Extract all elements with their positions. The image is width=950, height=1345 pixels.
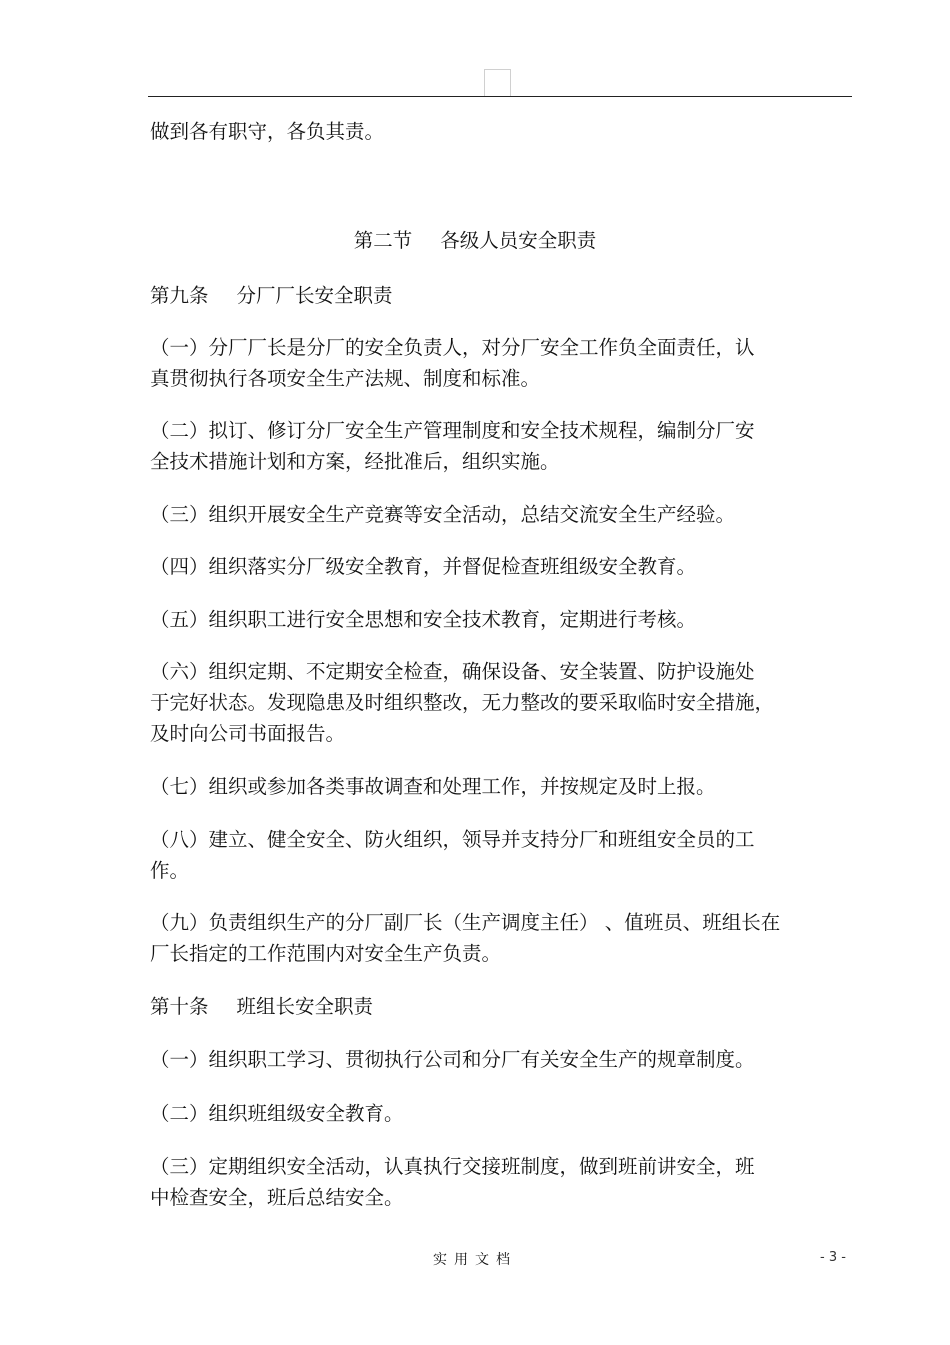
- article9-heading: [150, 280, 393, 311]
- section-number: 第二节: [353, 229, 413, 252]
- article9-item-2-line-2: 全技术措施计划和方案，经批准后，组织实施。: [150, 450, 560, 473]
- header-box: [484, 69, 511, 96]
- page-number: - 3 -: [820, 1250, 846, 1265]
- article10-heading: [150, 991, 373, 1022]
- article10-item-3-line-2: 中检查安全，班后总结安全。: [150, 1186, 404, 1209]
- article9-item-8-line-2: 作。: [150, 859, 190, 882]
- article9-item-9-line-1: （九）负责组织生产的分厂副厂长（生产调度主任） 、值班员、班组长在: [150, 911, 781, 934]
- article9-item-6-line-2: 于完好状态。发现隐患及时组织整改，无力整改的要采取临时安全措施，: [150, 691, 775, 714]
- article10-number: 第十条: [150, 995, 209, 1018]
- footer-label: 实用文档: [433, 1252, 517, 1268]
- section-title: 各级人员安全职责: [440, 229, 597, 252]
- section-heading: [0, 225, 950, 256]
- article10-item-3-line-1: （三）定期组织安全活动，认真执行交接班制度，做到班前讲安全，班: [150, 1155, 755, 1178]
- article10-title: 班组长安全职责: [236, 995, 374, 1018]
- article9-item-2-line-1: （二）拟订、修订分厂安全生产管理制度和安全技术规程，编制分厂安: [150, 419, 755, 442]
- article10-item-2: （二）组织班组级安全教育。: [150, 1102, 404, 1125]
- article10-item-1: （一）组织职工学习、贯彻执行公司和分厂有关安全生产的规章制度。: [150, 1048, 755, 1071]
- article9-item-8-line-1: （八）建立、健全安全、防火组织，领导并支持分厂和班组安全员的工: [150, 828, 755, 851]
- article9-item-1-line-2: 真贯彻执行各项安全生产法规、制度和标准。: [150, 367, 541, 390]
- article9-item-6-line-1: （六）组织定期、不定期安全检查，确保设备、安全装置、防护设施处: [150, 660, 755, 683]
- article9-title: 分厂厂长安全职责: [236, 284, 393, 307]
- article9-item-5: （五）组织职工进行安全思想和安全技术教育，定期进行考核。: [150, 608, 697, 631]
- article9-item-3: （三）组织开展安全生产竞赛等安全活动，总结交流安全生产经验。: [150, 503, 736, 526]
- article9-item-7: （七）组织或参加各类事故调查和处理工作，并按规定及时上报。: [150, 775, 716, 798]
- header-rule: [148, 96, 852, 97]
- article9-item-9-line-2: 厂长指定的工作范围内对安全生产负责。: [150, 942, 502, 965]
- article9-item-1-line-1: （一）分厂厂长是分厂的安全负责人，对分厂安全工作负全面责任，认: [150, 336, 755, 359]
- article9-item-4: （四）组织落实分厂级安全教育，并督促检查班组级安全教育。: [150, 555, 697, 578]
- intro-line: 做到各有职守，各负其责。: [150, 120, 385, 143]
- article9-item-6-line-3: 及时向公司书面报告。: [150, 722, 346, 745]
- article9-number: 第九条: [150, 284, 209, 307]
